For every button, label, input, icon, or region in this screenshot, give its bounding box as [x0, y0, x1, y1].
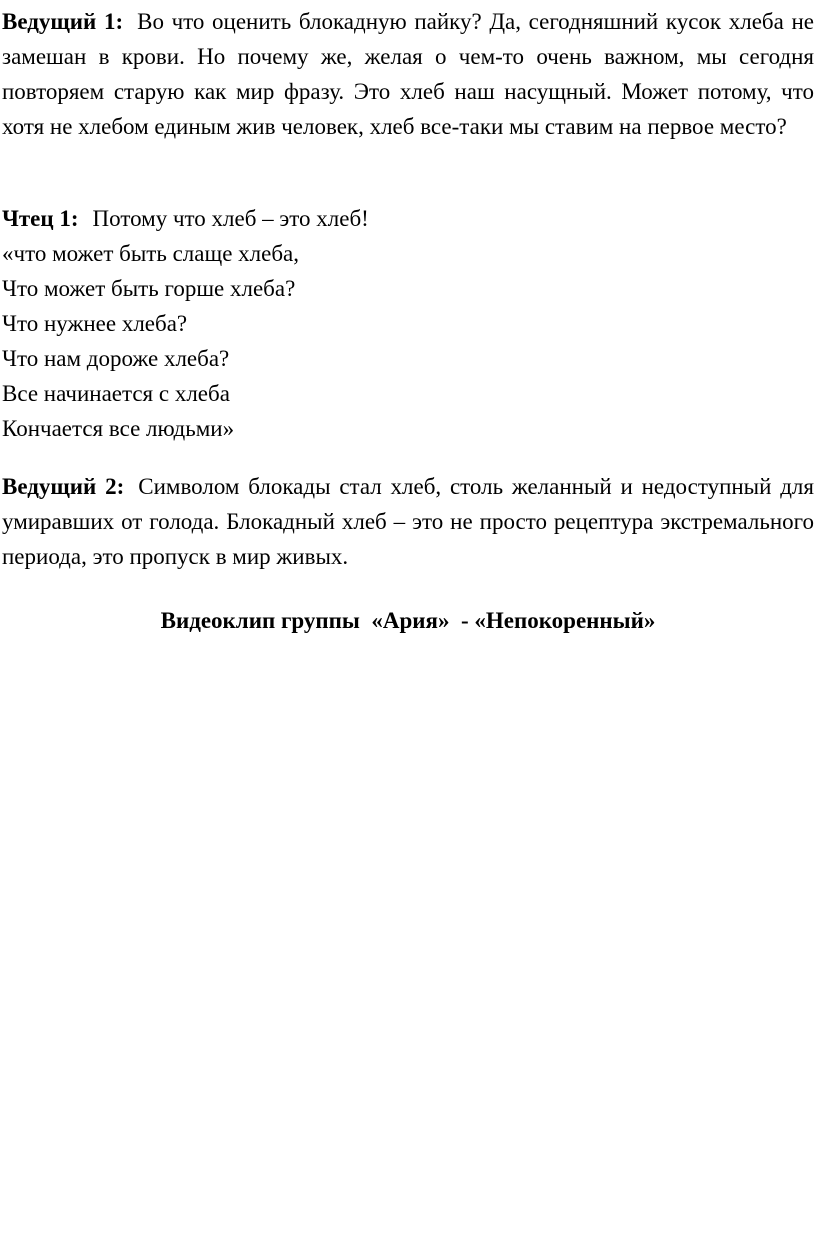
- poem-line: Что нам дороже хлеба?: [2, 346, 230, 371]
- poem-line: Что нужнее хлеба?: [2, 311, 188, 336]
- poem-line: Все начинается с хлеба: [2, 381, 230, 406]
- host2-text: Символом блокады стал хлеб, столь желанный и недоступный для умиравших от голода. Блокадный хлеб – это не просто рецептура экстремального периода, это пропуск в мир живых.: [2, 474, 814, 569]
- poem-line: Что может быть горше хлеба?: [2, 276, 296, 301]
- host1-text: Во что оценить блокадную пайку? Да, сегодняшний кусок хлеба не замешан в крови. Но почему же, желая о чем-то очень важном, мы сегодня повторяем старую как мир фразу. Это хлеб наш насущный. Может потому, что хотя не хлебом единым жив человек, хлеб все-таки мы ставим на первое место?: [2, 9, 814, 139]
- reader1-speaker-label: Чтец 1:: [2, 206, 79, 231]
- host1-speaker-label: Ведущий 1:: [2, 9, 124, 34]
- poem-line: Кончается все людьми»: [2, 416, 235, 441]
- video-clip-heading: Видеоклип группы «Ария» - «Непокоренный»: [160, 608, 656, 633]
- reader1-intro-line: [2, 201, 814, 236]
- reader1-block: [2, 201, 814, 446]
- host2-paragraph: [2, 469, 814, 574]
- host2-speaker-label: Ведущий 2:: [2, 474, 125, 499]
- reader1-intro-text: Потому что хлеб – это хлеб!: [92, 206, 369, 231]
- host1-paragraph: [2, 4, 814, 144]
- poem-line: «что может быть слаще хлеба,: [2, 241, 300, 266]
